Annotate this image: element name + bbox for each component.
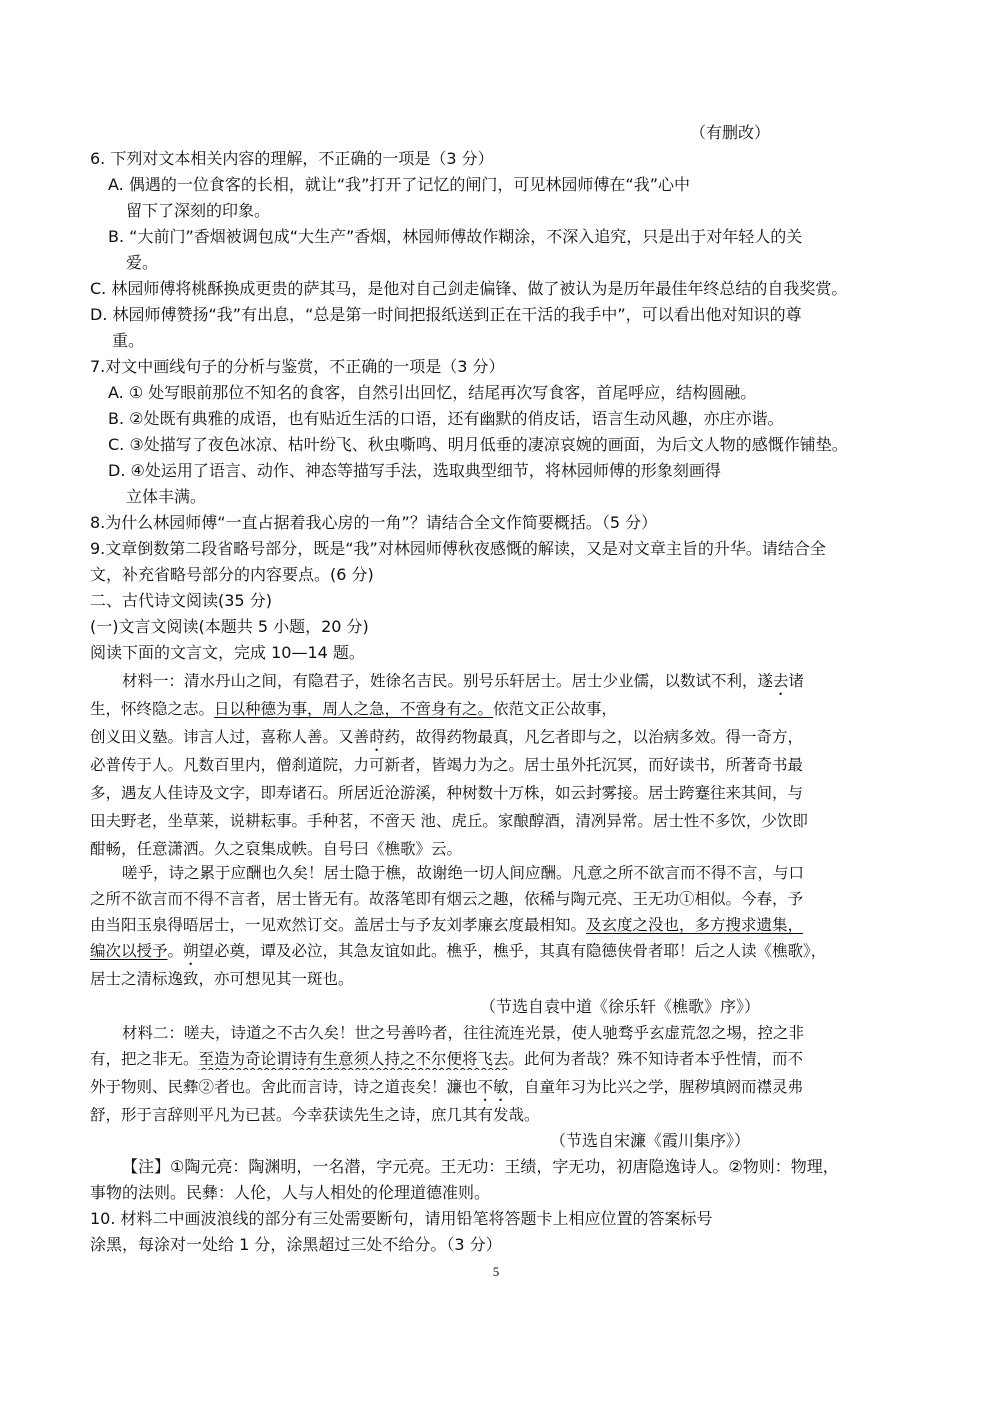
q6-option-c: C. 林园师傅将桃酥换成更贵的萨其马，是他对自己剑走偏锋、做了被认为是历年最佳年终总结的自我奖赏。 <box>90 279 848 298</box>
q7-option-d-line1: D. ④处运用了语言、动作、神态等描写手法，选取典型细节，将林园师傅的形象刻画得 <box>108 461 721 480</box>
wavy-underlined-sentence: 至造为奇论谓诗有生意须人持之不尔便将飞去 <box>198 1050 509 1068</box>
q6-option-a-line1: A. 偶遇的一位食客的长相，就让“我”打开了记忆的闸门，可见林园师傅在“我”心中 <box>108 175 690 194</box>
q7-option-b: B. ②处既有典雅的成语，也有贴近生活的口语，还有幽默的俏皮话，语言生动风趣，亦庄亦谐。 <box>108 409 784 428</box>
page-number: 5 <box>492 1264 500 1279</box>
question-6-stem: 6. 下列对文本相关内容的理解，不正确的一项是（3 分） <box>90 149 494 168</box>
q6-option-b-line1: B. “大前门”香烟被调包成“大生产”香烟，林园师傅故作糊涂，不深入追究，只是出于对年轻人的关 <box>108 227 803 246</box>
emphasized-char: 莳 <box>369 728 385 746</box>
abridged-note: （有删改） <box>690 123 771 142</box>
material1-line9: 之所不欲言而不得不言者，居士皆无有。故落笔即有烟云之趣，依稀与陶元亮、王无功①相似。今春，予 <box>90 890 804 908</box>
annotation-line1: 【注】①陶元亮：陶渊明，一名潜，字元亮。王无功：王绩，字无功，初唐隐逸诗人。②物则：物理， <box>122 1157 839 1176</box>
annotation-line2: 事物的法则。民彝：人伦，人与人相处的伦理道德准则。 <box>90 1183 491 1202</box>
q7-option-a: A. ① 处写眼前那位不知名的食客，自然引出回忆，结尾再次写食客，首尾呼应，结构圆融。 <box>108 383 757 402</box>
q7-option-d-line2: 立体丰满。 <box>126 487 207 506</box>
material1-line6: 田夫野老，坐草莱，说耕耘事。手种茗，不啻天 池、虎丘。家酿醇酒，清冽异常。居士性不多饮，少饮即 <box>90 812 808 830</box>
q6-option-d-line1: D. 林园师傅赞扬“我”有出息，“总是第一时间把报纸送到正在干活的我手中”，可以看出他对知识的尊 <box>90 305 802 324</box>
material2-line1: 材料二：嗟夫，诗道之不古久矣！世之号善吟者，往往流连光景，使人驰骛乎玄虚荒忽之埸，控之非 <box>122 1024 805 1042</box>
question-10-line1: 10. 材料二中画波浪线的部分有三处需要断句，请用铅笔将答题卡上相应位置的答案标号 <box>90 1209 713 1228</box>
section-2-title: 二、古代诗文阅读(35 分) <box>90 591 272 610</box>
question-9-line1: 9.文章倒数第二段省略号部分，既是“我”对林园师傅秋夜感慨的解读，又是对文章主旨的升华。请结合全 <box>90 539 826 558</box>
material2-source: （节选自宋濂《霞川集序》） <box>550 1131 751 1150</box>
section-2-subtitle: (一)文言文阅读(本题共 5 小题，20 分) <box>90 617 369 636</box>
material2-line2: 有，把之非无。至造为奇论谓诗有生意须人持之不尔便将飞去。此何为者哉？殊不知诗者本乎性情，而不 <box>90 1050 804 1068</box>
material2-line4: 舒，形于言辞则平凡为已甚。今幸获读先生之诗，庶几其有发哉。 <box>90 1106 540 1124</box>
underlined-sentence: 日以种德为事，周人之急，不啻身有之。 <box>214 700 494 718</box>
material1-line8: 嗟乎，诗之累于应酬也久矣！居士隐于樵，故谢绝一切人间应酬。凡意之所不欲言而不得不言，与口 <box>122 864 805 882</box>
q6-option-d-line2: 重。 <box>112 331 145 350</box>
material1-line1: 材料一：清水丹山之间，有隐君子，姓徐名吉民。别号乐轩居士。居士少业儒，以数试不利，遂去诸 <box>122 672 805 690</box>
question-8-stem: 8.为什么林园师傅“一直占据着我心房的一角”？请结合全文作简要概括。（5 分） <box>90 513 658 532</box>
material1-line2: 生，怀终隐之志。日以种德为事，周人之急，不啻身有之。依范文正公故事， <box>90 700 618 718</box>
question-9-line2: 文，补充省略号部分的内容要点。(6 分) <box>90 565 374 584</box>
material1-line5: 多，遇友人佳诗及文字，即寿诸石。所居近沧游溪，种树数十万株，如云封雾接。居士跨蹇往来其间，与 <box>90 784 804 802</box>
section-2-intro: 阅读下面的文言文，完成 10—14 题。 <box>90 643 365 662</box>
q6-option-a-line2: 留下了深刻的印象。 <box>126 201 271 220</box>
q7-option-c: C. ③处描写了夜色冰凉、枯叶纷飞、秋虫嘶鸣、明月低垂的凄凉哀婉的画面，为后文人物的感慨作铺垫。 <box>108 435 848 454</box>
emphasized-char: 朔 <box>183 942 199 960</box>
material1-line4: 必普传于人。凡数百里内，僧刹道院，力可新者，皆竭力为之。居士虽外托沉冥，而好读书，所著奇书最 <box>90 756 804 774</box>
emphasized-char: 去 <box>773 672 789 690</box>
material1-line7: 酣畅，任意潇洒。久之裒集成帙。自号曰《樵歌》云。 <box>90 840 463 858</box>
material1-line12: 居士之清标逸致，亦可想见其一斑也。 <box>90 970 354 988</box>
question-10-line2: 涂黑，每涂对一处给 1 分，涂黑超过三处不给分。（3 分） <box>90 1235 502 1254</box>
material1-source: （节选自袁中道《徐乐轩《樵歌》序》） <box>480 997 761 1016</box>
q6-option-b-line2: 爱。 <box>126 253 159 272</box>
material2-line3: 外于物则、民彝②者也。舍此而言诗，诗之道丧矣！濂也不敏，自童年习为比兴之学，腥秽填阏而襟灵弗 <box>90 1078 804 1096</box>
material1-line11: 编次以授予。朔望必奠，谭及必泣，其急友谊如此。樵乎，樵乎，其真有隐德侠骨者耶！后之人读《樵歌》， <box>90 942 827 960</box>
question-7-stem: 7.对文中画线句子的分析与鉴赏，不正确的一项是（3 分） <box>90 357 505 376</box>
underlined-sentence: 及玄度之没也，多方搜求遗集， <box>586 916 804 934</box>
material1-line3: 创义田义塾。讳言人过，喜称人善。又善莳药，故得药物最真，凡乞者即与之，以治病多效。得一奇方， <box>90 728 804 746</box>
underlined-sentence: 编次以授予 <box>90 942 168 960</box>
emphasized-word: 不敏 <box>477 1078 509 1096</box>
material1-line10: 由当阳玉泉得晤居士，一见欢然订交。盖居士与予友刘孝廉玄度最相知。及玄度之没也，多方搜求遗集， <box>90 916 804 934</box>
